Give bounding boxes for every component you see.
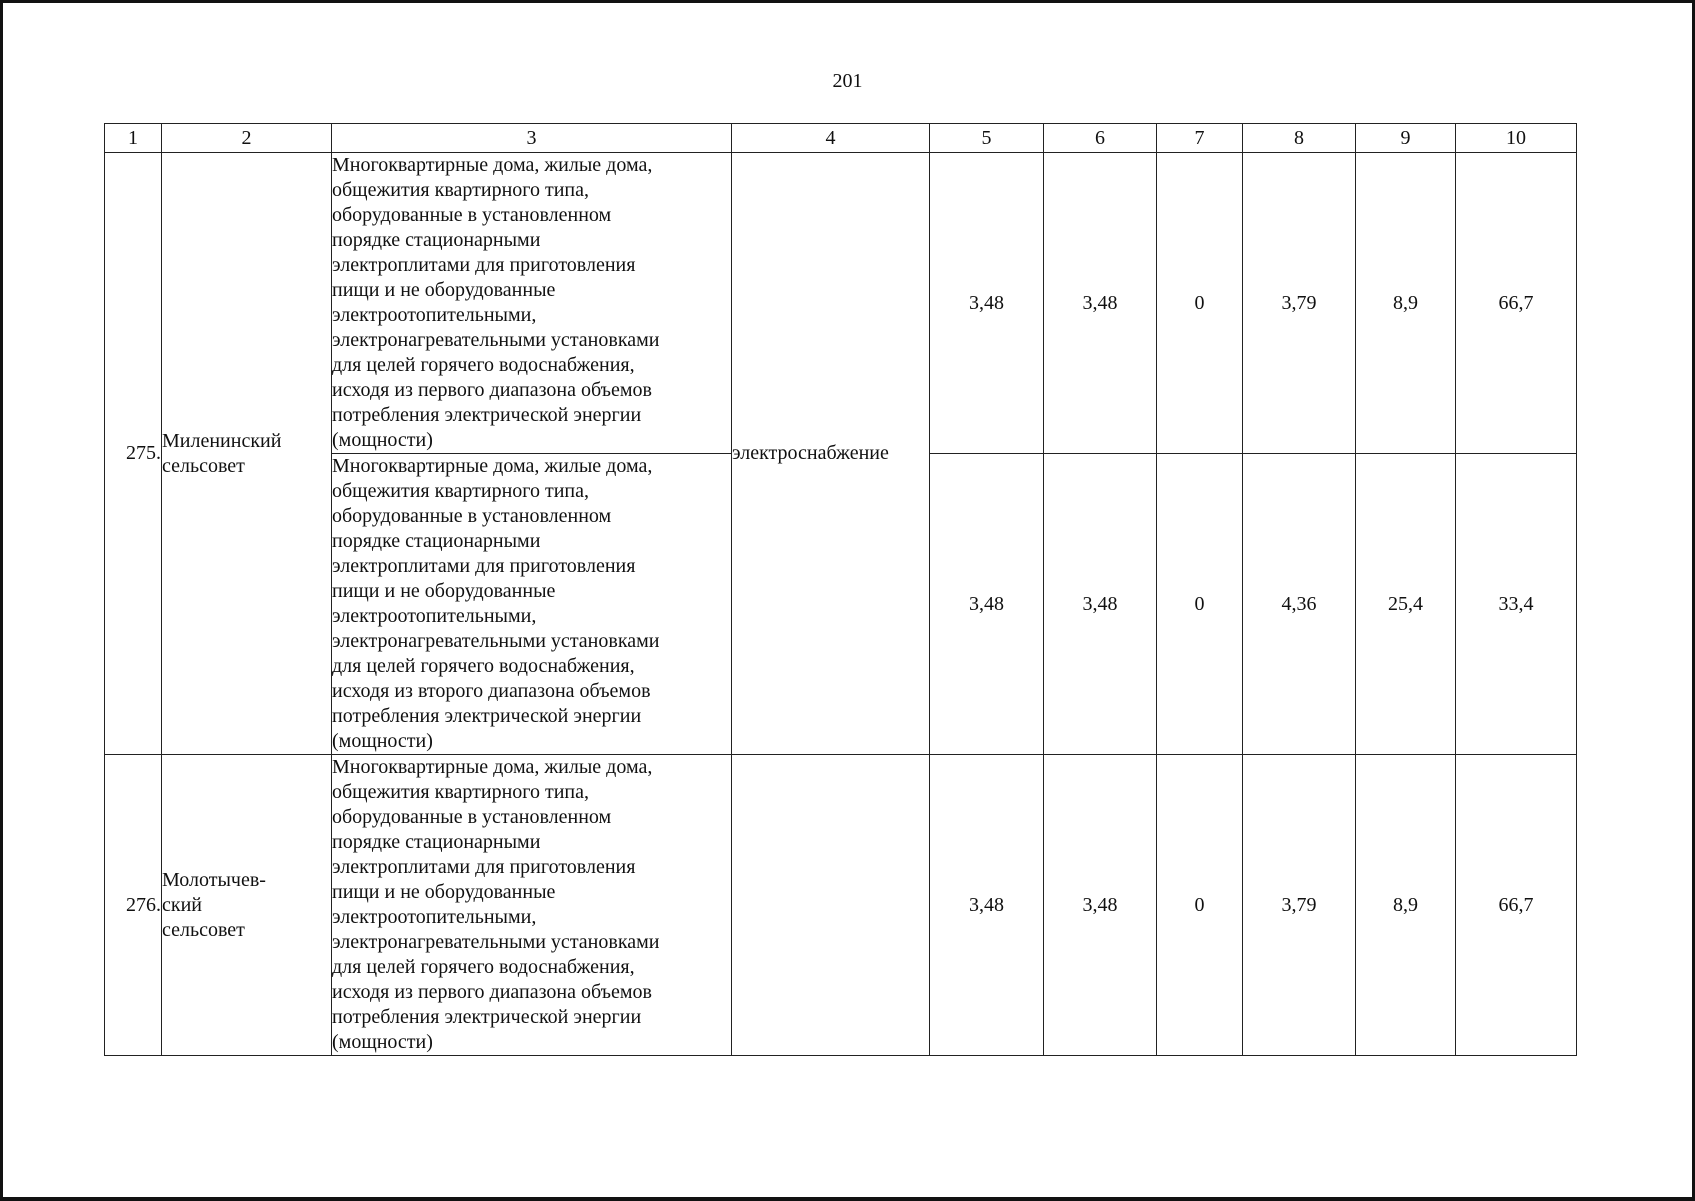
consumer-category: Многоквартирные дома, жилые дома, общежития квартирного типа, оборудованные в установленном порядке стационарными электроплитами для приготовления пищи и не оборудованные электроотопительными, электронагревательными установками для целей горячего водоснабжения, исходя из первого диапазона объемов потребления электрической энергии (мощности) (332, 755, 732, 1056)
col-header: 10 (1456, 124, 1577, 153)
value-cell: 8,9 (1356, 153, 1456, 454)
col-header: 7 (1157, 124, 1243, 153)
utility-service: электроснабжение (732, 153, 930, 755)
header-row (105, 124, 1577, 153)
value-cell: 3,79 (1243, 153, 1356, 454)
col-header: 2 (162, 124, 332, 153)
value-cell: 3,48 (1044, 454, 1157, 755)
consumer-category: Многоквартирные дома, жилые дома, общежития квартирного типа, оборудованные в установленном порядке стационарными электроплитами для приготовления пищи и не оборудованные электроотопительными, электронагревательными установками для целей горячего водоснабжения, исходя из второго диапазона объемов потребления электрической энергии (мощности) (332, 454, 732, 755)
settlement-name: Миленинский сельсовет (162, 153, 332, 755)
value-cell: 0 (1157, 153, 1243, 454)
row-number: 275. (105, 153, 162, 755)
value-cell: 4,36 (1243, 454, 1356, 755)
page-number: 201 (832, 70, 863, 92)
col-header: 5 (930, 124, 1044, 153)
col-header: 9 (1356, 124, 1456, 153)
col-header: 3 (332, 124, 732, 153)
value-cell: 0 (1157, 454, 1243, 755)
utility-service (732, 755, 930, 1056)
value-cell: 3,48 (1044, 755, 1157, 1056)
table-row (105, 153, 1577, 454)
row-number: 276. (105, 755, 162, 1056)
value-cell: 3,48 (930, 755, 1044, 1056)
value-cell: 25,4 (1356, 454, 1456, 755)
value-cell: 33,4 (1456, 454, 1577, 755)
table-row (105, 755, 1577, 1056)
tariff-table (104, 123, 1577, 1056)
consumer-category: Многоквартирные дома, жилые дома, общежития квартирного типа, оборудованные в установленном порядке стационарными электроплитами для приготовления пищи и не оборудованные электроотопительными, электронагревательными установками для целей горячего водоснабжения, исходя из первого диапазона объемов потребления электрической энергии (мощности) (332, 153, 732, 454)
value-cell: 3,79 (1243, 755, 1356, 1056)
col-header: 6 (1044, 124, 1157, 153)
value-cell: 66,7 (1456, 153, 1577, 454)
value-cell: 3,48 (930, 454, 1044, 755)
value-cell: 0 (1157, 755, 1243, 1056)
settlement-name: Молотычев- ский сельсовет (162, 755, 332, 1056)
value-cell: 3,48 (930, 153, 1044, 454)
value-cell: 3,48 (1044, 153, 1157, 454)
col-header: 4 (732, 124, 930, 153)
value-cell: 66,7 (1456, 755, 1577, 1056)
col-header: 8 (1243, 124, 1356, 153)
value-cell: 8,9 (1356, 755, 1456, 1056)
col-header: 1 (105, 124, 162, 153)
